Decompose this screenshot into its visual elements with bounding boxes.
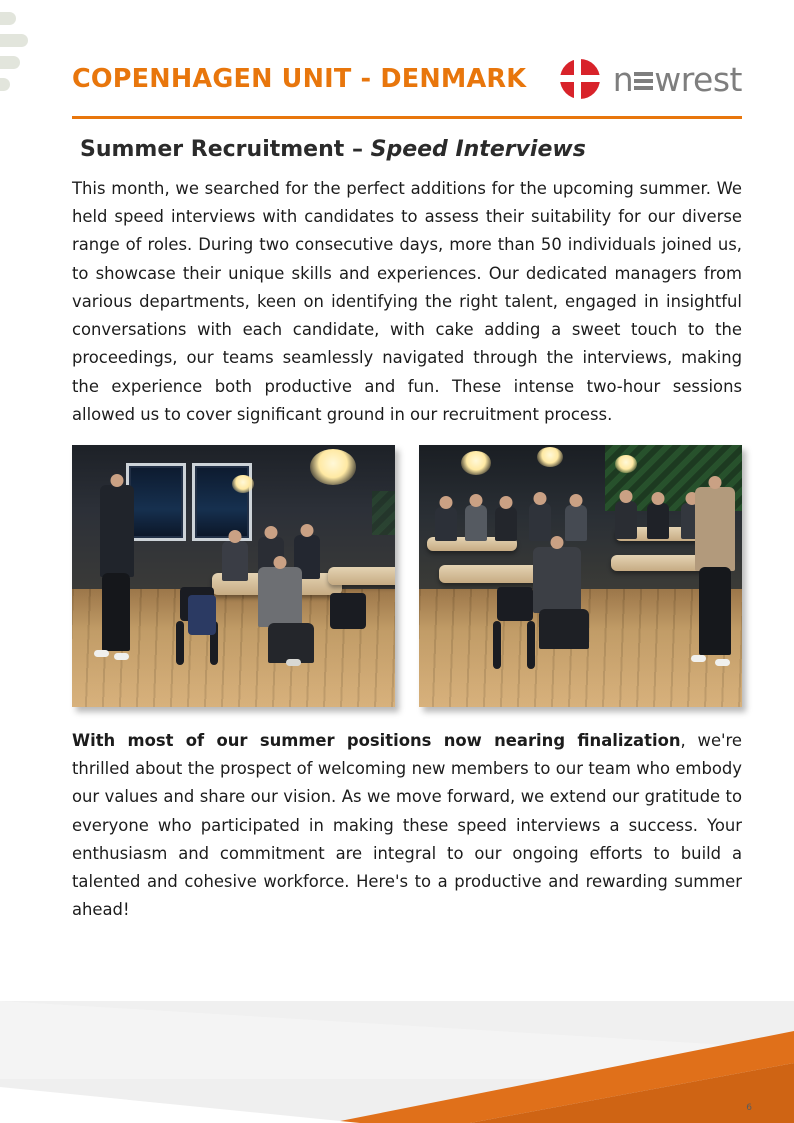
page-title: COPENHAGEN UNIT - DENMARK — [72, 64, 527, 94]
photo-gallery — [72, 445, 742, 707]
e-bars-icon — [634, 70, 653, 91]
brand-lockup — [560, 59, 742, 99]
footer-decoration — [0, 983, 794, 1123]
ribbon-bar — [0, 12, 16, 25]
closing-bold-lead: With most of our summer positions now nearing finalization — [72, 730, 681, 750]
wordmark-prefix: n — [612, 59, 634, 99]
page-header — [72, 48, 742, 110]
ribbon-bar — [0, 78, 10, 91]
article-title — [72, 137, 742, 162]
ribbon-bar — [0, 56, 20, 69]
page-content — [72, 48, 742, 925]
closing-rest: , we're thrilled about the prospect of welcoming new members to our team who embody our values and share our vision. As we move forward, we extend our gratitude to everyone who participated in making these speed interviews a success. Your enthusiasm and commitment are integral to our ongoing efforts to build a talented and cohesive workforce. Here's to a productive and rewarding summer ahead! — [72, 730, 742, 920]
wordmark-suffix: wrest — [654, 59, 742, 99]
photo-speed-interview-room-left — [72, 445, 395, 707]
decorative-left-ribbons — [0, 0, 46, 150]
denmark-flag-icon — [560, 59, 600, 99]
article-body: This month, we searched for the perfect additions for the upcoming summer. We held speed interviews with candidates to assess their suitability for our diverse range of roles. During two consecutive days, more than 50 individuals joined us, to showcase their unique skills and experiences. Our dedicated managers from various departments, keen on identifying the right talent, engaged in insightful conversations with each candidate, with cake adding a sweet touch to the proceedings, our teams seamlessly navigated through the interviews, making the experience both productive and fun. These intense two-hour sessions allowed us to cover significant ground in our recruitment process. — [72, 179, 742, 424]
article-title-italic: Speed Interviews — [370, 137, 586, 162]
page-number: 6 — [746, 1103, 752, 1113]
photo-content — [419, 445, 742, 707]
photo-content — [72, 445, 395, 707]
newrest-logo — [612, 59, 742, 99]
header-divider — [72, 116, 742, 119]
photo-speed-interview-room-right — [419, 445, 742, 707]
article-title-plain: Summer Recruitment – — [80, 137, 371, 162]
ribbon-bar — [0, 34, 28, 47]
footer-shapes-icon — [0, 983, 794, 1123]
article-closing — [72, 727, 742, 925]
